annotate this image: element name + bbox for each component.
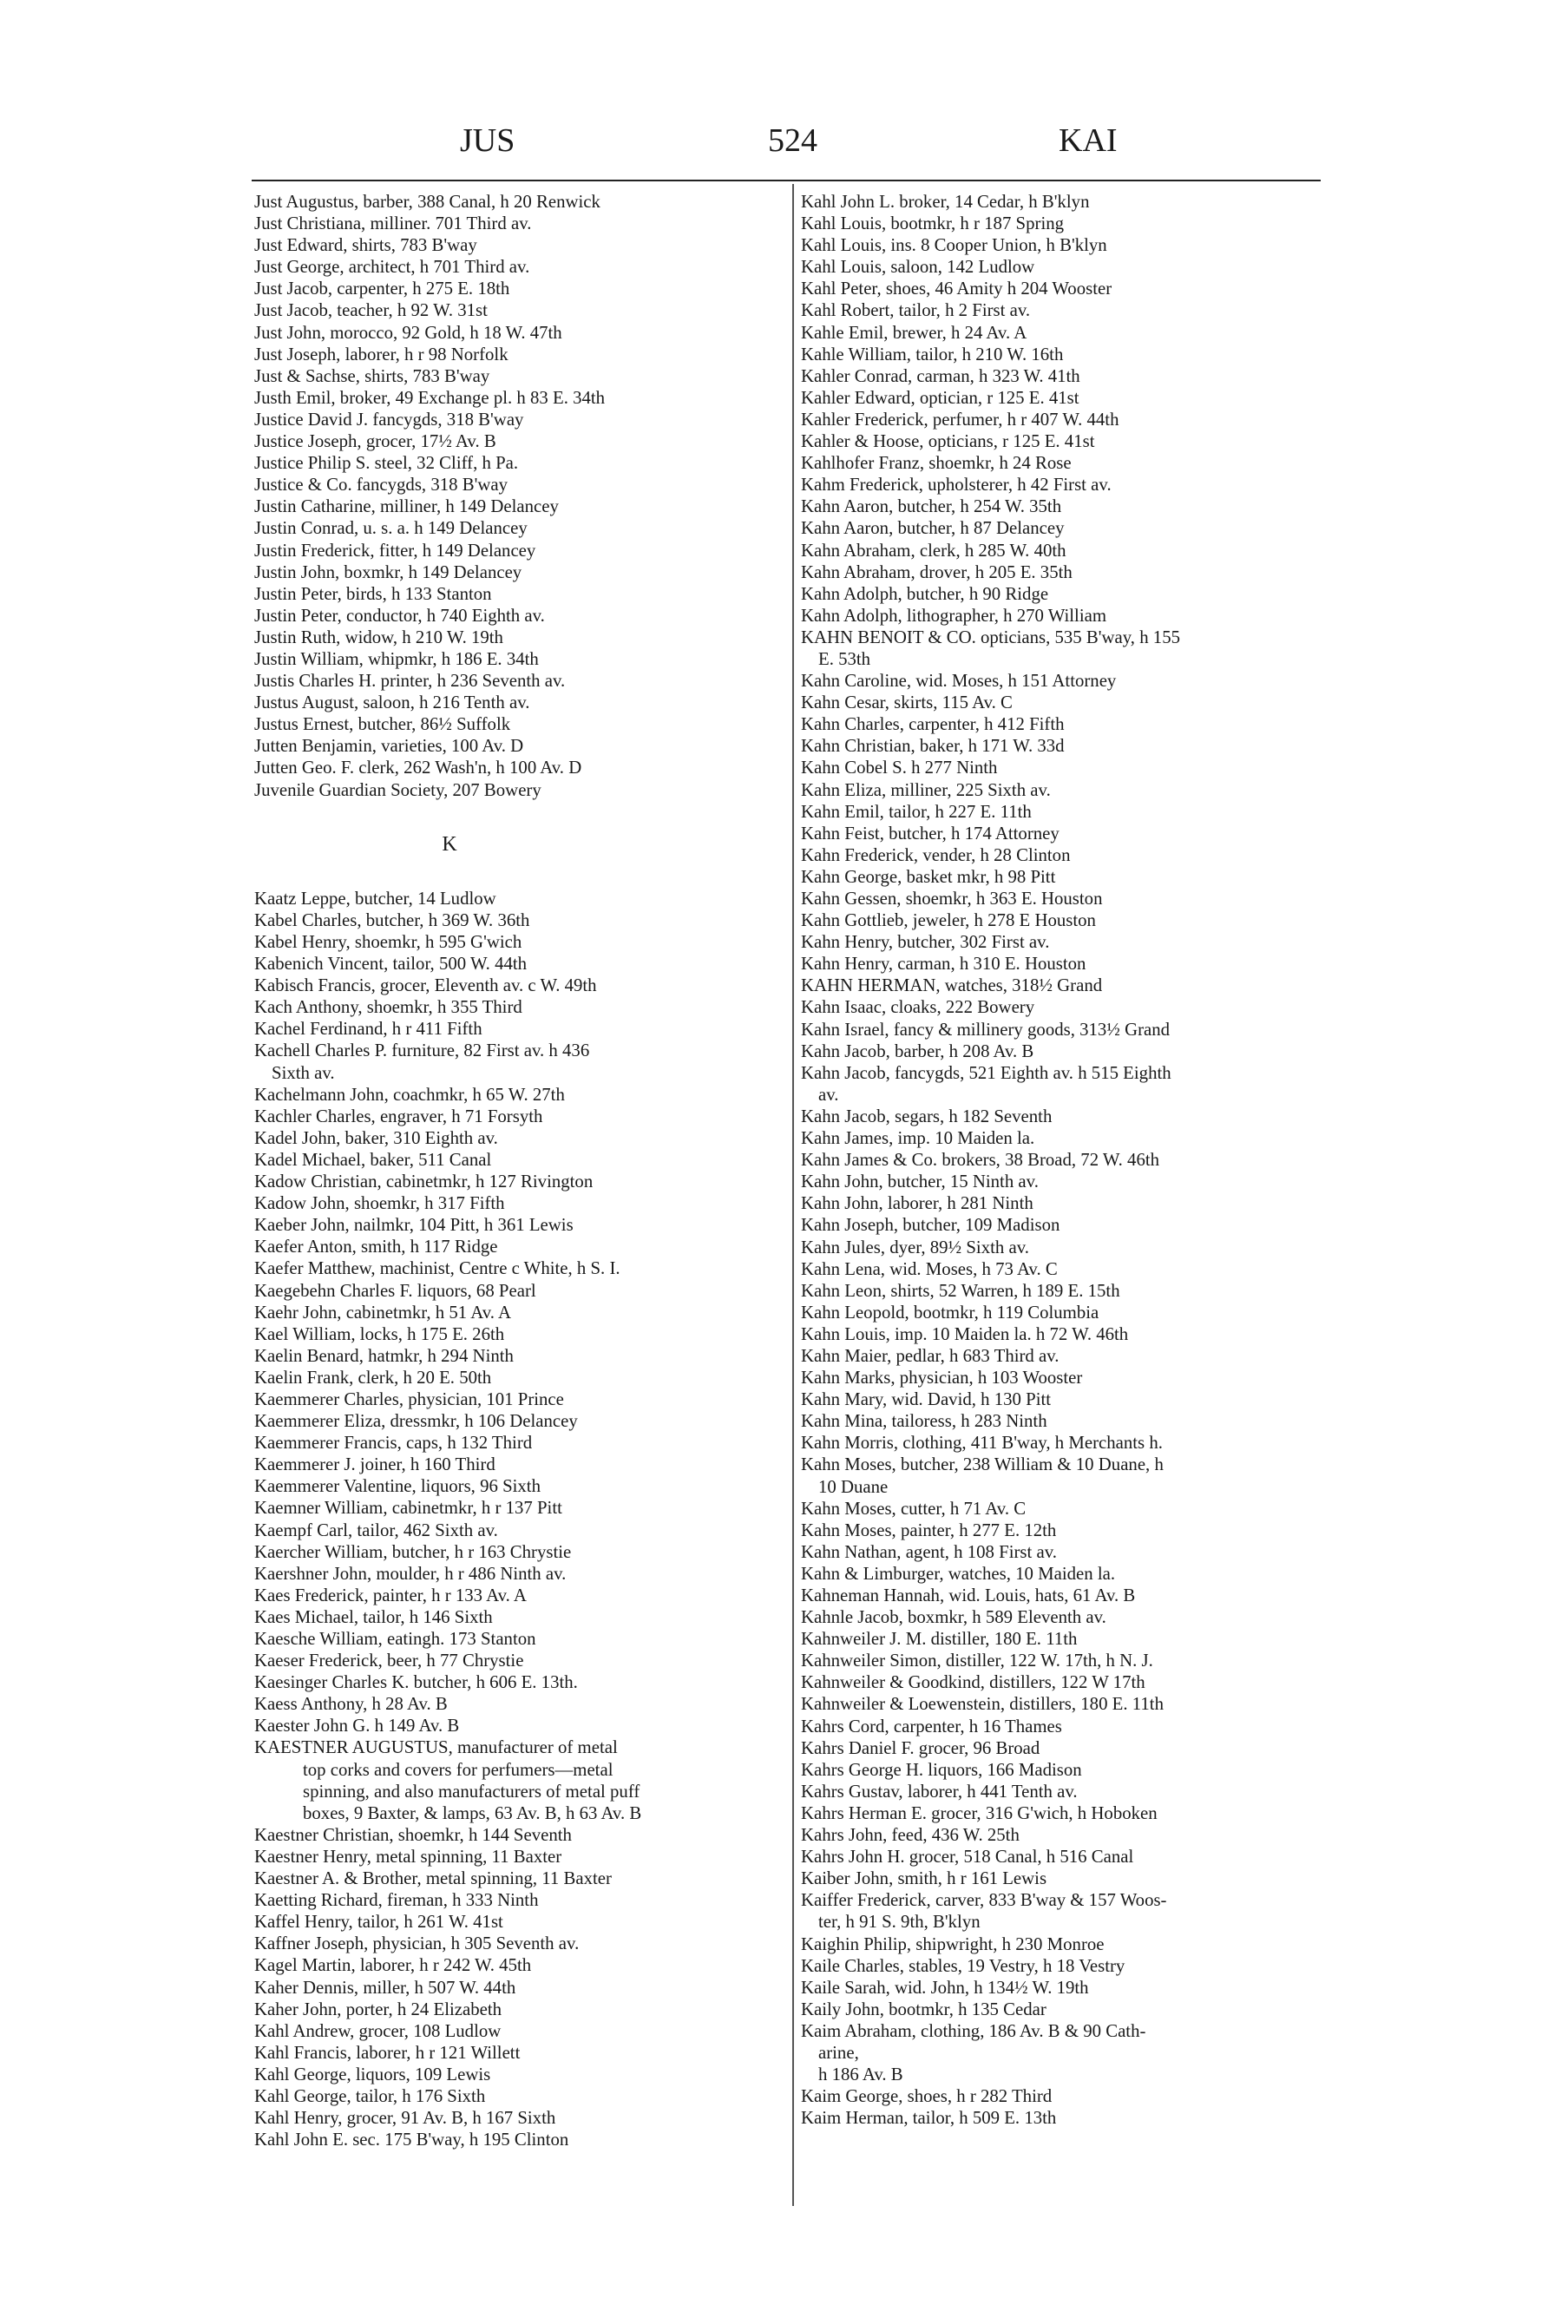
directory-entry: Kadow John, shoemkr, h 317 Fifth	[254, 1193, 505, 1214]
directory-entry: Justis Charles H. printer, h 236 Seventh av.	[254, 671, 566, 692]
directory-entry: Kahl Francis, laborer, h r 121 Willett	[254, 2042, 521, 2063]
directory-entry: Kaempf Carl, tailor, 462 Sixth av.	[254, 1520, 498, 1540]
directory-entry: Kaestner A. & Brother, metal spinning, 11 Baxter	[254, 1868, 612, 1889]
directory-entry: Kahnweiler & Loewenstein, distillers, 180 E. 11th	[801, 1694, 1164, 1715]
directory-entry: Kahnle Jacob, boxmkr, h 589 Eleventh av.	[801, 1607, 1106, 1628]
directory-entry: Juvenile Guardian Society, 207 Bowery	[254, 779, 541, 800]
directory-entry: Kaemmerer J. joiner, h 160 Third	[254, 1454, 495, 1475]
directory-entry: Just Augustus, barber, 388 Canal, h 20 Renwick	[254, 192, 600, 212]
directory-entry: Kahn Maier, pedlar, h 683 Third av.	[801, 1345, 1060, 1366]
directory-entry: Justin Peter, conductor, h 740 Eighth av.	[254, 605, 545, 626]
directory-entry: Justus Ernest, butcher, 86½ Suffolk	[254, 714, 511, 735]
directory-entry: Kahrs John H. grocer, 518 Canal, h 516 Canal	[801, 1847, 1134, 1868]
directory-entry: Kaim George, shoes, h r 282 Third	[801, 2086, 1053, 2107]
directory-entry: Kahl George, liquors, 109 Lewis	[254, 2064, 491, 2084]
directory-entry: Kach Anthony, shoemkr, h 355 Third	[254, 997, 522, 1018]
directory-entry: Just Joseph, laborer, h r 98 Norfolk	[254, 344, 508, 364]
page-number: 524	[768, 122, 817, 159]
directory-entry: Kaemmerer Francis, caps, h 132 Third	[254, 1433, 533, 1454]
directory-entry: Kachell Charles P. furniture, 82 First av. h 436	[254, 1041, 590, 1061]
directory-entry: Kahn Gottlieb, jeweler, h 278 E Houston	[801, 910, 1096, 931]
directory-entry: Kaiffer Frederick, carver, 833 B'way & 157 Woos-	[801, 1890, 1167, 1911]
directory-entry: Kaesinger Charles K. butcher, h 606 E. 13th.	[254, 1672, 578, 1693]
directory-entry: Justice & Co. fancygds, 318 B'way	[254, 475, 508, 496]
directory-entry: Kaher John, porter, h 24 Elizabeth	[254, 1999, 502, 2019]
directory-entry: Kaim Herman, tailor, h 509 E. 13th	[801, 2108, 1057, 2129]
directory-entry: Sixth av.	[272, 1062, 335, 1083]
directory-entry: Kaim Abraham, clothing, 186 Av. B & 90 Cath-	[801, 2020, 1146, 2041]
directory-entry: Kahneman Hannah, wid. Louis, hats, 61 Av. B	[801, 1585, 1136, 1605]
directory-entry: Kahn James & Co. brokers, 38 Broad, 72 W. 46th	[801, 1150, 1160, 1171]
directory-entry: Kahle Emil, brewer, h 24 Av. A	[801, 322, 1027, 343]
directory-entry: Kaeser Frederick, beer, h 77 Chrystie	[254, 1651, 524, 1671]
directory-entry: Kahl Louis, ins. 8 Cooper Union, h B'klyn	[801, 235, 1107, 256]
directory-entry: Kahn Feist, butcher, h 174 Attorney	[801, 823, 1060, 844]
directory-entry: Kahn Caroline, wid. Moses, h 151 Attorney	[801, 671, 1117, 692]
directory-entry: Kachler Charles, engraver, h 71 Forsyth	[254, 1106, 543, 1126]
directory-entry: Kaegebehn Charles F. liquors, 68 Pearl	[254, 1280, 536, 1301]
header-rule	[252, 180, 1321, 181]
directory-entry: Kaffel Henry, tailor, h 261 W. 41st	[254, 1912, 503, 1933]
directory-entry: Kabel Charles, butcher, h 369 W. 36th	[254, 909, 530, 930]
directory-entry: Kahn Gessen, shoemkr, h 363 E. Houston	[801, 889, 1103, 909]
directory-entry: Kaile Sarah, wid. John, h 134½ W. 19th	[801, 1977, 1089, 1998]
directory-entry: Kahn Aaron, butcher, h 254 W. 35th	[801, 496, 1062, 517]
directory-entry: Kahn Charles, carpenter, h 412 Fifth	[801, 714, 1065, 735]
directory-entry: Kahn Abraham, drover, h 205 E. 35th	[801, 561, 1073, 582]
directory-entry: spinning, and also manufacturers of metal puff	[303, 1781, 640, 1802]
directory-entry: Jutten Geo. F. clerk, 262 Wash'n, h 100 Av. D	[254, 758, 582, 778]
directory-entry: Kabisch Francis, grocer, Eleventh av. c W. 49th	[254, 975, 597, 996]
page-header	[451, 121, 1319, 165]
directory-entry: Kaemner William, cabinetmkr, h r 137 Pitt	[254, 1498, 562, 1519]
directory-entry: Kahn Christian, baker, h 171 W. 33d	[801, 736, 1065, 757]
directory-entry: Kahn Cobel S. h 277 Ninth	[801, 758, 998, 778]
directory-entry: Kahn Mary, wid. David, h 130 Pitt	[801, 1389, 1052, 1410]
left-column	[254, 191, 785, 2150]
directory-entry: Kahler Edward, optician, r 125 E. 41st	[801, 387, 1079, 408]
directory-entry: av.	[818, 1084, 839, 1105]
directory-entry: Kaatz Leppe, butcher, 14 Ludlow	[254, 888, 496, 909]
directory-entry: Kachelmann John, coachmkr, h 65 W. 27th	[254, 1084, 565, 1105]
directory-entry: Kabenich Vincent, tailor, 500 W. 44th	[254, 954, 528, 975]
header-left-guide: JUS	[460, 122, 515, 159]
directory-entry: Justin Peter, birds, h 133 Stanton	[254, 583, 492, 604]
directory-entry: Kahn Aaron, butcher, h 87 Delancey	[801, 518, 1065, 539]
directory-entry: Just Edward, shirts, 783 B'way	[254, 235, 477, 256]
directory-entry: Kahn Isaac, cloaks, 222 Bowery	[801, 997, 1035, 1018]
directory-entry: Justin William, whipmkr, h 186 E. 34th	[254, 648, 539, 669]
directory-entry: Kahl Robert, tailor, h 2 First av.	[801, 300, 1031, 321]
directory-entry: Kahrs Daniel F. grocer, 96 Broad	[801, 1737, 1040, 1758]
spacer	[254, 801, 785, 823]
directory-entry: Kaelin Frank, clerk, h 20 E. 50th	[254, 1367, 492, 1388]
directory-entry: Kahn James, imp. 10 Maiden la.	[801, 1128, 1035, 1149]
directory-entry: arine,	[818, 2042, 859, 2063]
directory-entry: Kaetting Richard, fireman, h 333 Ninth	[254, 1890, 539, 1911]
directory-entry: Justin Catharine, milliner, h 149 Delancey	[254, 496, 559, 517]
directory-entry: Justice Joseph, grocer, 17½ Av. B	[254, 431, 496, 452]
directory-entry: Kaily John, bootmkr, h 135 Cedar	[801, 1999, 1046, 2019]
directory-entry: Kahnweiler & Goodkind, distillers, 122 W 17th	[801, 1672, 1145, 1693]
directory-entry: Kahn Nathan, agent, h 108 First av.	[801, 1541, 1057, 1562]
directory-entry: Justice David J. fancygds, 318 B'way	[254, 409, 524, 430]
directory-entry: Kahle William, tailor, h 210 W. 16th	[801, 344, 1064, 364]
directory-entry: Kaester John G. h 149 Av. B	[254, 1716, 460, 1736]
directory-entry: Kadow Christian, cabinetmkr, h 127 Rivington	[254, 1172, 594, 1192]
directory-entry: Kaershner John, moulder, h r 486 Ninth av.	[254, 1563, 567, 1584]
directory-entry: Kahler Conrad, carman, h 323 W. 41th	[801, 365, 1080, 386]
directory-entry: Kadel John, baker, 310 Eighth av.	[254, 1127, 498, 1148]
directory-entry: 10 Duane	[818, 1476, 889, 1497]
directory-entry: Kahn Lena, wid. Moses, h 73 Av. C	[801, 1258, 1058, 1279]
directory-entry: Kahn Jacob, barber, h 208 Av. B	[801, 1041, 1034, 1061]
directory-entry: Kahn Henry, butcher, 302 First av.	[801, 932, 1050, 953]
right-column	[801, 191, 1330, 2129]
directory-entry: Kaess Anthony, h 28 Av. B	[254, 1694, 448, 1715]
spacer	[254, 866, 785, 888]
directory-entry: Kahl John L. broker, 14 Cedar, h B'klyn	[801, 192, 1090, 212]
directory-entry: Kahn Joseph, butcher, 109 Madison	[801, 1215, 1060, 1236]
directory-entry: Kahrs Cord, carpenter, h 16 Thames	[801, 1716, 1062, 1736]
directory-entry: Kahl Andrew, grocer, 108 Ludlow	[254, 2020, 502, 2041]
directory-entry: Kahl John E. sec. 175 B'way, h 195 Clinton	[254, 2130, 569, 2150]
directory-entry: Kahler Frederick, perfumer, h r 407 W. 44th	[801, 409, 1119, 430]
directory-entry: Kahn Frederick, vender, h 28 Clinton	[801, 844, 1071, 865]
directory-entry: Kahn Eliza, milliner, 225 Sixth av.	[801, 779, 1051, 800]
directory-entry: Kaiber John, smith, h r 161 Lewis	[801, 1868, 1047, 1889]
directory-entry: Kahrs Herman E. grocer, 316 G'wich, h Hoboken	[801, 1802, 1158, 1823]
directory-entry: Kaighin Philip, shipwright, h 230 Monroe	[801, 1933, 1105, 1954]
directory-entry: Kadel Michael, baker, 511 Canal	[254, 1149, 492, 1170]
header-right-guide: KAI	[1059, 122, 1118, 159]
directory-entry: Kahn Israel, fancy & millinery goods, 313½ Grand	[801, 1019, 1171, 1040]
directory-entry: Kahn Adolph, lithographer, h 270 William	[801, 605, 1107, 626]
directory-entry: Kahn Morris, clothing, 411 B'way, h Merchants h.	[801, 1433, 1163, 1454]
column-divider	[792, 184, 794, 2206]
directory-entry: top corks and covers for perfumers—metal	[303, 1759, 613, 1780]
directory-entry: h 186 Av. B	[818, 2065, 903, 2085]
directory-entry: Kahn Moses, butcher, 238 William & 10 Duane, h	[801, 1454, 1164, 1475]
directory-entry: Kaehr John, cabinetmkr, h 51 Av. A	[254, 1302, 512, 1323]
directory-entry: Kahn Marks, physician, h 103 Wooster	[801, 1368, 1083, 1388]
directory-entry: Kahn John, butcher, 15 Ninth av.	[801, 1172, 1039, 1192]
directory-entry: Kael William, locks, h 175 E. 26th	[254, 1323, 505, 1344]
directory-entry: Kahnweiler J. M. distiller, 180 E. 11th	[801, 1629, 1078, 1650]
directory-entry: Kahn Moses, cutter, h 71 Av. C	[801, 1498, 1027, 1519]
directory-entry: Justin Frederick, fitter, h 149 Delancey	[254, 540, 536, 561]
directory-entry: Kabel Henry, shoemkr, h 595 G'wich	[254, 932, 522, 952]
directory-entry: Kahn Leon, shirts, 52 Warren, h 189 E. 15th	[801, 1280, 1120, 1301]
directory-entry: Kaestner Henry, metal spinning, 11 Baxter	[254, 1846, 562, 1867]
directory-entry: Kahn Cesar, skirts, 115 Av. C	[801, 693, 1013, 713]
directory-entry: Kahn Mina, tailoress, h 283 Ninth	[801, 1411, 1047, 1432]
directory-entry: Kahl Henry, grocer, 91 Av. B, h 167 Sixth	[254, 2108, 556, 2129]
directory-entry: Just Jacob, carpenter, h 275 E. 18th	[254, 279, 510, 299]
directory-entry: E. 53th	[818, 648, 871, 669]
directory-entry: Kahn Louis, imp. 10 Maiden la. h 72 W. 46th	[801, 1323, 1129, 1344]
directory-entry: Justin Conrad, u. s. a. h 149 Delancey	[254, 518, 528, 539]
directory-entry: Kahrs Gustav, laborer, h 441 Tenth av.	[801, 1781, 1078, 1802]
directory-entry: Justice Philip S. steel, 32 Cliff, h Pa.	[254, 453, 519, 474]
directory-entry: Kaercher William, butcher, h r 163 Chrystie	[254, 1541, 572, 1562]
directory-entry: Just Christiana, milliner. 701 Third av.	[254, 213, 532, 234]
directory-entry: Kaffner Joseph, physician, h 305 Seventh av.	[254, 1933, 580, 1954]
directory-entry: Kahn Moses, painter, h 277 E. 12th	[801, 1520, 1057, 1540]
directory-entry: Kaemmerer Valentine, liquors, 96 Sixth	[254, 1476, 541, 1497]
directory-entry: Kahl George, tailor, h 176 Sixth	[254, 2085, 486, 2106]
directory-entry: Kaesche William, eatingh. 173 Stanton	[254, 1629, 536, 1649]
directory-entry: Kahn Jules, dyer, 89½ Sixth av.	[801, 1237, 1029, 1257]
directory-entry: Kaemmerer Eliza, dressmkr, h 106 Delancey	[254, 1411, 578, 1432]
directory-entry: Justin John, boxmkr, h 149 Delancey	[254, 561, 522, 582]
section-letter: K	[442, 832, 459, 856]
directory-entry: Kaemmerer Charles, physician, 101 Prince	[254, 1388, 564, 1409]
directory-entry: Kahnweiler Simon, distiller, 122 W. 17th, h N. J.	[801, 1651, 1153, 1671]
directory-entry: Kahn Leopold, bootmkr, h 119 Columbia	[801, 1302, 1099, 1323]
directory-entry: Jutten Benjamin, varieties, 100 Av. D	[254, 736, 524, 757]
directory-entry: Just George, architect, h 701 Third av.	[254, 257, 530, 278]
directory-entry: Kachel Ferdinand, h r 411 Fifth	[254, 1019, 482, 1040]
directory-entry: Kagel Martin, laborer, h r 242 W. 45th	[254, 1955, 532, 1976]
directory-entry: Kahl Louis, saloon, 142 Ludlow	[801, 257, 1035, 278]
directory-entry: Kahn Henry, carman, h 310 E. Houston	[801, 954, 1086, 975]
directory-entry: Kahl Peter, shoes, 46 Amity h 204 Wooster	[801, 279, 1112, 299]
directory-entry: Kahn Emil, tailor, h 227 E. 11th	[801, 801, 1032, 822]
directory-entry: Kahrs George H. liquors, 166 Madison	[801, 1759, 1082, 1780]
directory-entry: Kahn Jacob, fancygds, 521 Eighth av. h 515 Eighth	[801, 1062, 1171, 1083]
directory-entry: Justus August, saloon, h 216 Tenth av.	[254, 693, 530, 713]
directory-entry: Kaelin Benard, hatmkr, h 294 Ninth	[254, 1345, 514, 1366]
directory-entry: KAHN HERMAN, watches, 318½ Grand	[801, 975, 1103, 996]
directory-entry: KAESTNER AUGUSTUS, manufacturer of metal	[254, 1737, 618, 1758]
directory-entry: Just John, morocco, 92 Gold, h 18 W. 47th	[254, 322, 562, 343]
directory-entry: Kaes Michael, tailor, h 146 Sixth	[254, 1606, 493, 1627]
directory-entry: boxes, 9 Baxter, & lamps, 63 Av. B, h 63 Av. B	[303, 1802, 642, 1823]
directory-entry: ter, h 91 S. 9th, B'klyn	[818, 1912, 981, 1933]
directory-entry: Kahlhofer Franz, shoemkr, h 24 Rose	[801, 453, 1072, 474]
directory-entry: Kahn Adolph, butcher, h 90 Ridge	[801, 583, 1049, 604]
directory-entry: Just & Sachse, shirts, 783 B'way	[254, 365, 490, 386]
directory-entry: Kahrs John, feed, 436 W. 25th	[801, 1825, 1020, 1846]
directory-entry: Kaefer Matthew, machinist, Centre c White, h S. I.	[254, 1258, 620, 1279]
directory-entry: Kaher Dennis, miller, h 507 W. 44th	[254, 1977, 516, 1998]
directory-entry: Kahl Louis, bootmkr, h r 187 Spring	[801, 213, 1065, 234]
directory-entry: Kahn Jacob, segars, h 182 Seventh	[801, 1106, 1053, 1126]
directory-entry: KAHN BENOIT & CO. opticians, 535 B'way, h 155	[801, 627, 1180, 647]
directory-entry: Justin Ruth, widow, h 210 W. 19th	[254, 627, 503, 647]
directory-entry: Kaile Charles, stables, 19 Vestry, h 18 Vestry	[801, 1955, 1125, 1976]
directory-entry: Kahn John, laborer, h 281 Ninth	[801, 1193, 1033, 1214]
directory-entry: Kaes Frederick, painter, h r 133 Av. A	[254, 1585, 527, 1605]
directory-entry: Kahn George, basket mkr, h 98 Pitt	[801, 866, 1056, 887]
directory-entry: Kahler & Hoose, opticians, r 125 E. 41st	[801, 431, 1095, 452]
directory-entry: Kahn & Limburger, watches, 10 Maiden la.	[801, 1563, 1116, 1584]
directory-entry: Kahn Abraham, clerk, h 285 W. 40th	[801, 540, 1066, 561]
directory-entry: Kaeber John, nailmkr, 104 Pitt, h 361 Lewis	[254, 1215, 574, 1236]
directory-entry: Kaestner Christian, shoemkr, h 144 Seventh	[254, 1824, 572, 1845]
directory-entry: Justh Emil, broker, 49 Exchange pl. h 83 E. 34th	[254, 387, 606, 408]
directory-entry: Kahm Frederick, upholsterer, h 42 First av.	[801, 475, 1112, 496]
directory-entry: Kaefer Anton, smith, h 117 Ridge	[254, 1237, 498, 1257]
directory-entry: Just Jacob, teacher, h 92 W. 31st	[254, 300, 488, 321]
